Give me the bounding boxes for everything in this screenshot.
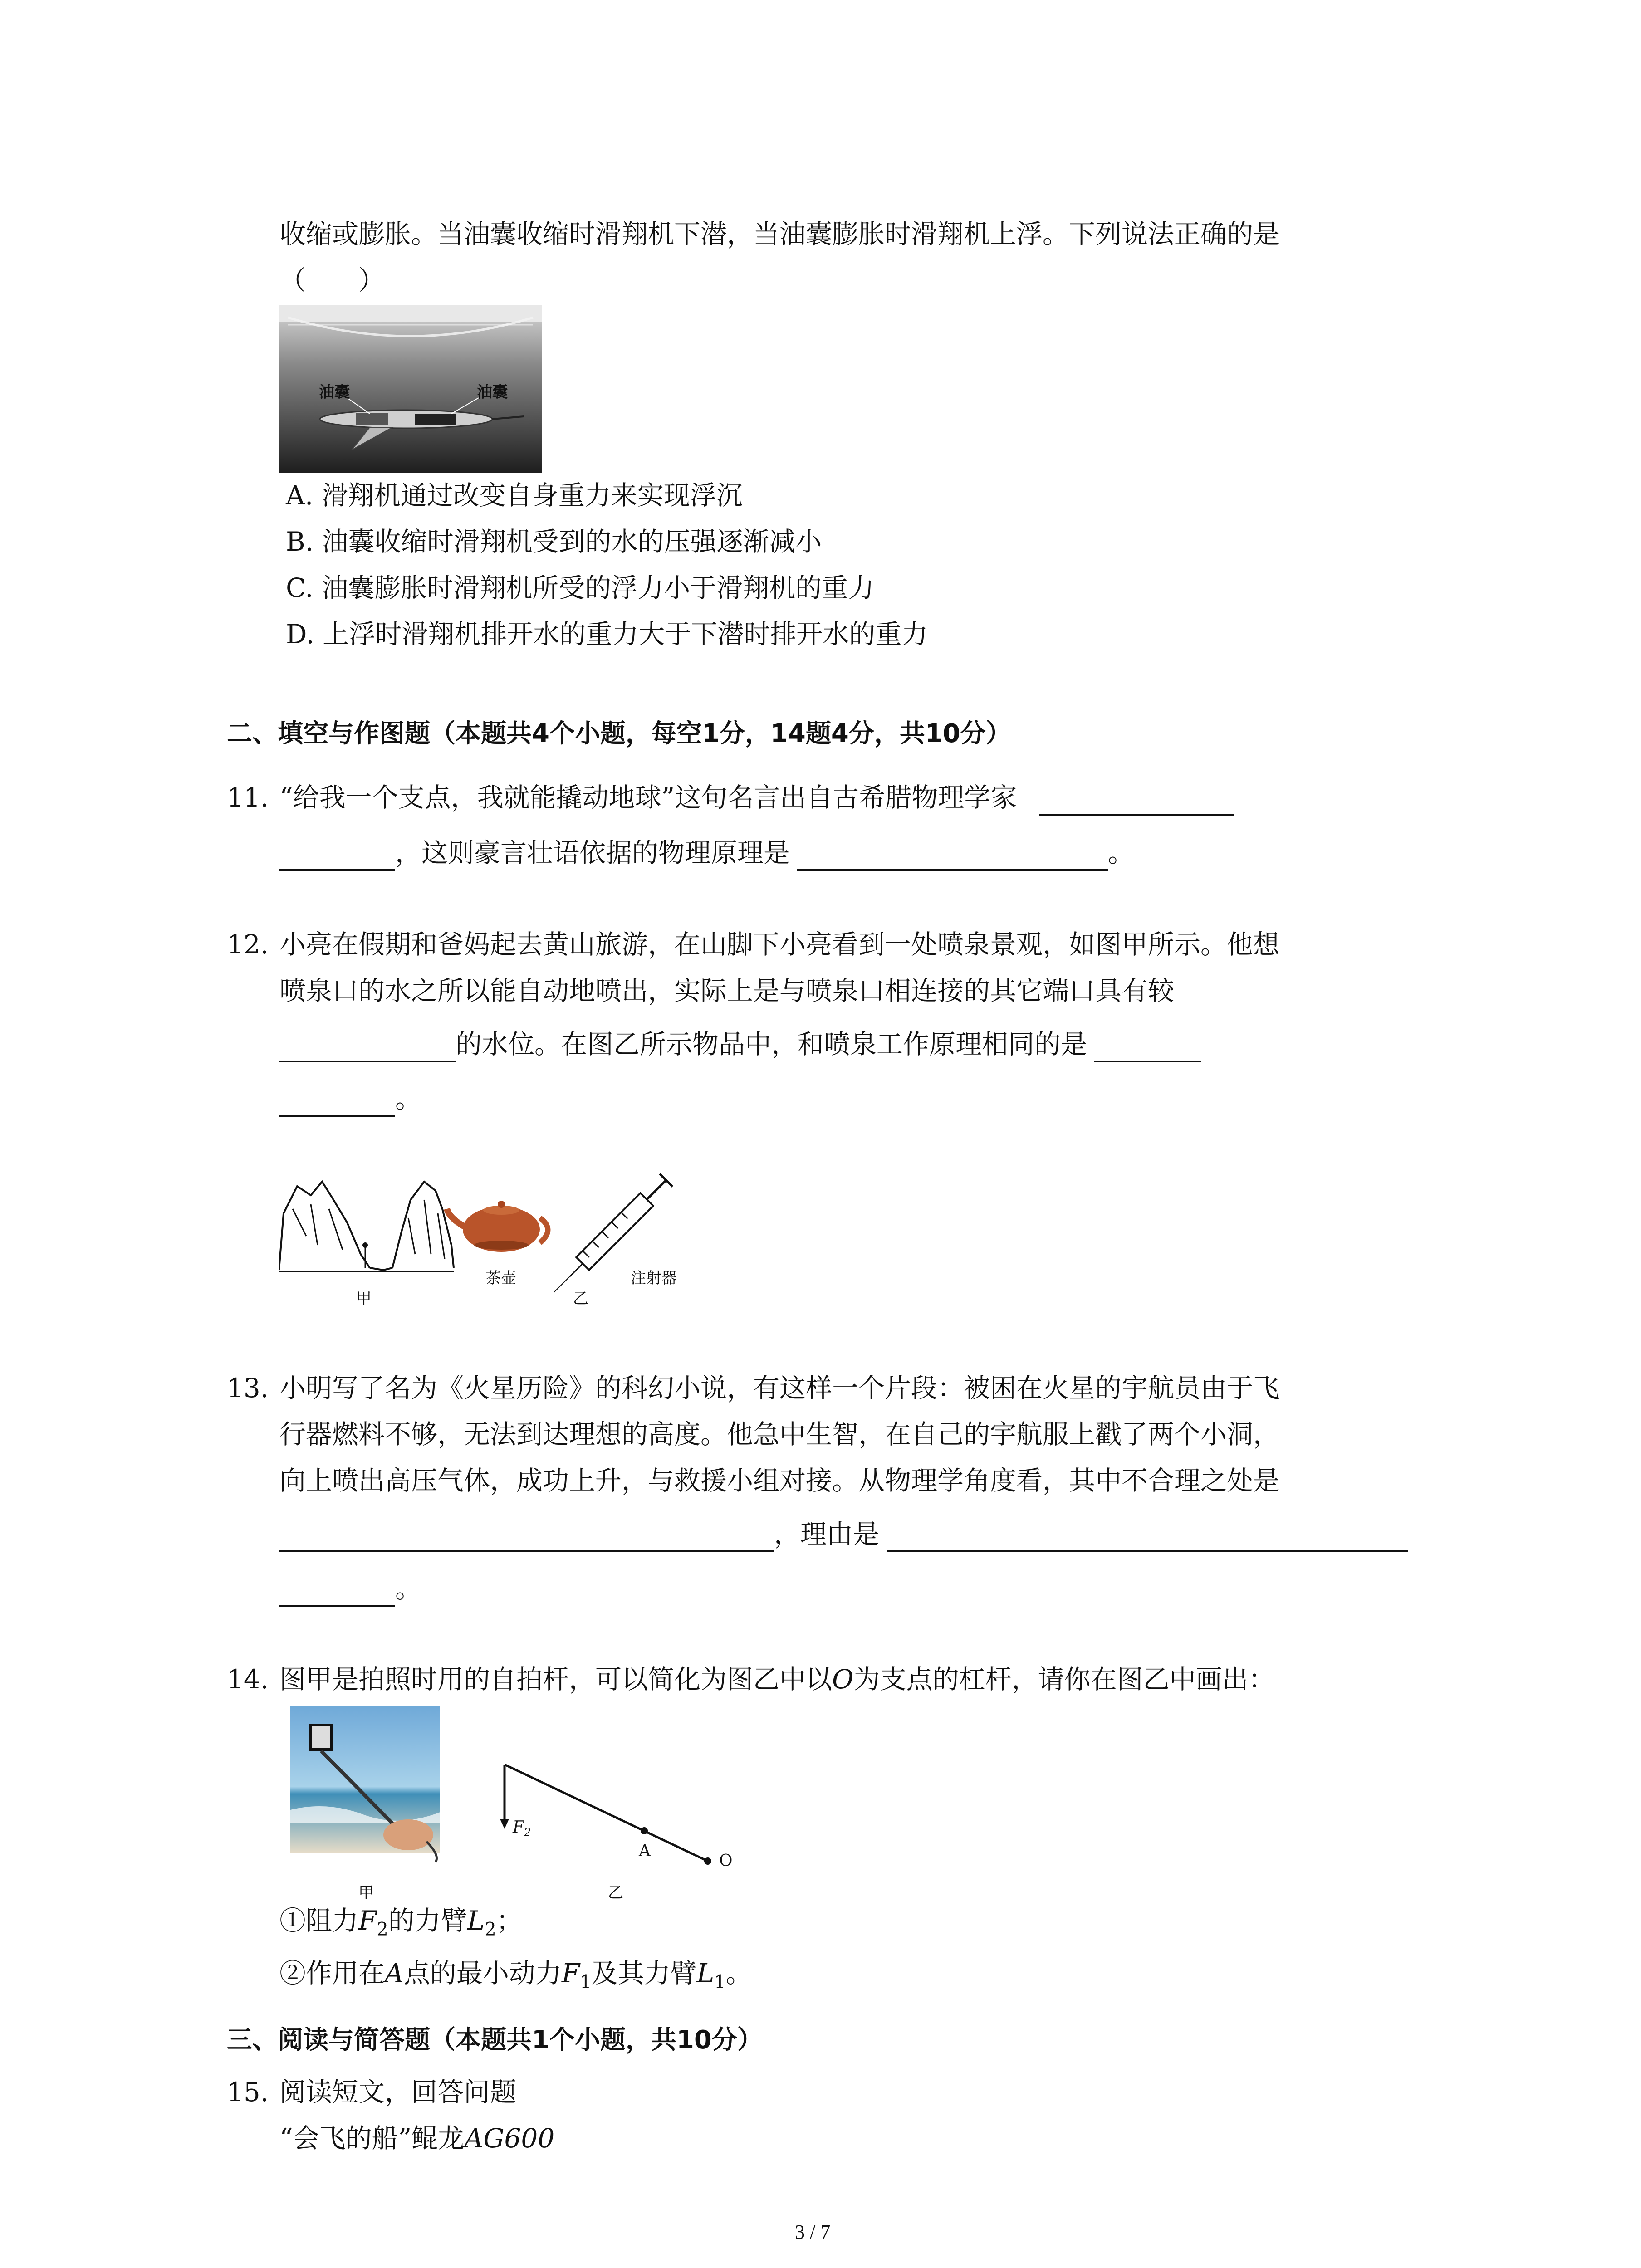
q12-text-line2: 喷泉口的水之所以能自动地喷出，实际上是与喷泉口相连接的其它端口具有较 bbox=[279, 975, 1175, 1006]
q12-answer-blank-2b[interactable] bbox=[279, 1087, 395, 1117]
q11-answer-blank-2[interactable] bbox=[797, 841, 1108, 871]
q12-number: 12. bbox=[227, 929, 269, 960]
q14-text-line1 bbox=[279, 1661, 1275, 1697]
syringe-label: 注射器 bbox=[631, 1269, 677, 1287]
q14-pivot-o: O bbox=[832, 1664, 854, 1695]
lever-point-a-label: A bbox=[639, 1842, 651, 1860]
q13-text-line2: 行器燃料不够，无法到达理想的高度。他急中生智，在自己的宇航服上戳了两个小洞， bbox=[279, 1419, 1280, 1450]
q13-text-mid: ，理由是 bbox=[774, 1519, 880, 1549]
q15-instruction: 阅读短文，回答问题 bbox=[279, 2077, 517, 2107]
q13-number: 13. bbox=[227, 1373, 269, 1403]
teapot-label: 茶壶 bbox=[485, 1269, 516, 1287]
figure-jia-label-2: 甲 bbox=[358, 1884, 374, 1902]
q14-item-2: ②作用在A点的最小动力$F_1$及其力臂$L_1$。 bbox=[279, 1958, 752, 1993]
q14-item-1: ①阻力$F_2$的力臂$L_2$； bbox=[279, 1905, 523, 1940]
lever-f2-label: $F_2$ bbox=[513, 1818, 531, 1839]
q14-number: 14. bbox=[227, 1664, 269, 1695]
q10-text-line1: 收缩或膨胀。当油囊收缩时滑翔机下潜，当油囊膨胀时滑翔机上浮。下列说法正确的是 bbox=[279, 219, 1280, 249]
q13-text-line5 bbox=[279, 1570, 421, 1607]
q10-answer-paren: （ ） bbox=[279, 265, 385, 296]
q12-answer-blank-2a[interactable] bbox=[1094, 1032, 1201, 1062]
q14-text-b: 为支点的杠杆，请你在图乙中画出： bbox=[853, 1664, 1275, 1695]
q11-answer-blank-1a[interactable] bbox=[1039, 786, 1234, 816]
figure-yi-label: 乙 bbox=[573, 1290, 588, 1308]
figure-jia-label: 甲 bbox=[356, 1290, 372, 1308]
q11-answer-blank-1b[interactable] bbox=[279, 841, 395, 871]
q12-text-line3 bbox=[279, 1026, 1201, 1062]
lever-pivot-o-label: O bbox=[719, 1852, 733, 1870]
q11-text-mid: ，这则豪言壮语依据的物理原理是 bbox=[395, 837, 790, 868]
q14-text-a: 图甲是拍照时用的自拍杆，可以简化为图乙中以 bbox=[279, 1664, 833, 1695]
q10-option-d: D. 上浮时滑翔机排开水的重力大于下潜时排开水的重力 bbox=[286, 619, 928, 650]
selfie-stick-illustration bbox=[290, 1706, 744, 1905]
selfie-stick-figure bbox=[290, 1706, 744, 1905]
q12-answer-blank-1[interactable] bbox=[279, 1032, 456, 1062]
q10-option-b: B. 油囊收缩时滑翔机受到的水的压强逐渐减小 bbox=[286, 526, 822, 557]
q13-text-line4 bbox=[279, 1516, 1408, 1552]
oil-bag-label-left: 油囊 bbox=[319, 383, 350, 401]
q12-text-mid: 的水位。在图乙所示物品中，和喷泉工作原理相同的是 bbox=[456, 1029, 1087, 1060]
section-2-heading: 二、填空与作图题（本题共4个小题，每空1分，14题4分，共10分） bbox=[227, 719, 1011, 748]
q13-answer-blank-1[interactable] bbox=[279, 1522, 774, 1552]
q15-passage-title: “会飞的船”鲲龙AG600 bbox=[279, 2123, 555, 2154]
q11-text-line1 bbox=[279, 779, 1234, 816]
q12-text-line4 bbox=[279, 1080, 421, 1117]
figure-yi-label-2: 乙 bbox=[608, 1884, 623, 1902]
q15-number: 15. bbox=[227, 2077, 269, 2107]
q13-answer-blank-2a[interactable] bbox=[887, 1522, 1408, 1552]
q11-number: 11. bbox=[227, 782, 269, 813]
q13-end: 。 bbox=[395, 1573, 422, 1604]
q13-answer-blank-2b[interactable] bbox=[279, 1577, 395, 1607]
q12-text-line1: 小亮在假期和爸妈起去黄山旅游，在山脚下小亮看到一处喷泉景观，如图甲所示。他想 bbox=[279, 929, 1280, 960]
q10-option-a: A. 滑翔机通过改变自身重力来实现浮沉 bbox=[286, 480, 743, 511]
fountain-figure bbox=[279, 1154, 724, 1309]
oil-bag-label-right: 油囊 bbox=[477, 383, 508, 401]
q13-text-line3: 向上喷出高压气体，成功上升，与救援小组对接。从物理学角度看，其中不合理之处是 bbox=[279, 1465, 1280, 1496]
q11-text-line2 bbox=[279, 835, 1134, 871]
q11-end: 。 bbox=[1108, 837, 1135, 868]
glider-figure bbox=[279, 305, 542, 473]
page-number: 3 / 7 bbox=[795, 2221, 831, 2243]
section-3-heading: 三、阅读与简答题（本题共1个小题，共10分） bbox=[227, 2025, 763, 2055]
q10-option-c: C. 油囊膨胀时滑翔机所受的浮力小于滑翔机的重力 bbox=[286, 572, 875, 603]
q13-text-line1: 小明写了名为《火星历险》的科幻小说，有这样一个片段：被困在火星的宇航员由于飞 bbox=[279, 1373, 1280, 1403]
q12-end: 。 bbox=[395, 1083, 422, 1114]
q11-text: “给我一个支点，我就能撬动地球”这句名言出自古希腊物理学家 bbox=[279, 782, 1017, 813]
